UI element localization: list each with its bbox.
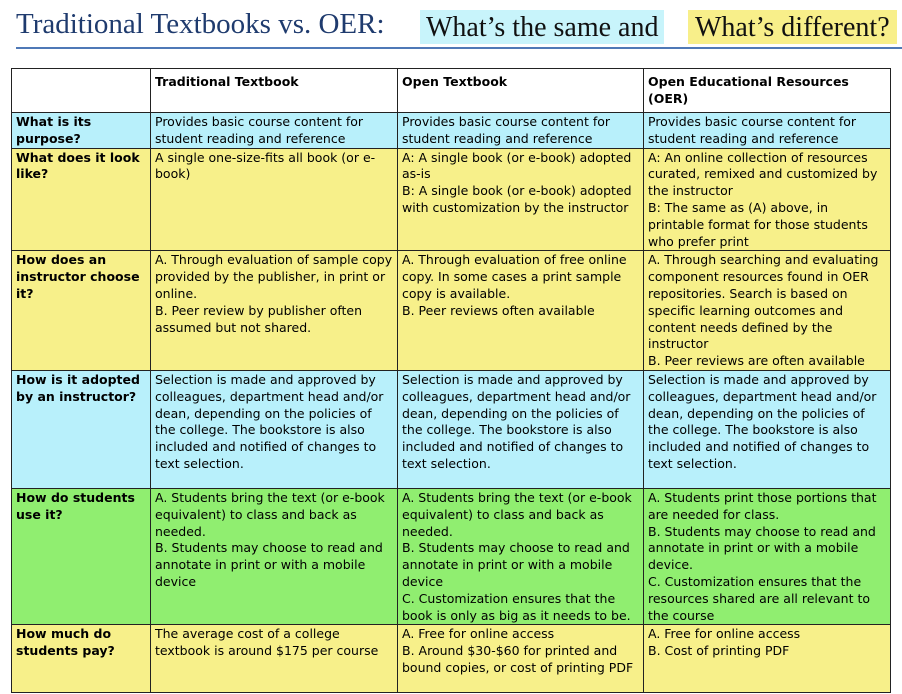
column-header: Open Educational Resources (OER) <box>644 69 891 113</box>
table-cell <box>644 251 891 371</box>
cell-text: A. Through evaluation of sample copy provided by the publisher, in print or online. <box>155 252 393 301</box>
table-cell <box>151 488 398 624</box>
table-header-row <box>12 69 891 113</box>
cell-text: Selection is made and approved by colleagues, department head and/or dean, depending on the policies of the college. The bookstore is also included and notified of changes to text selection. <box>155 371 384 471</box>
cell-text: Selection is made and approved by colleagues, department head and/or dean, depending on the policies of the college. The bookstore is also included and notified of changes to text selection. <box>402 371 631 471</box>
row-question: How does an instructor choose it? <box>12 251 151 371</box>
cell-text: Provides basic course content for student reading and reference <box>648 114 857 146</box>
row-question: How is it adopted by an instructor? <box>12 370 151 488</box>
cell-text: B. Around $30-$60 for printed and bound copies, or cost of printing PDF <box>402 643 634 675</box>
column-header-blank <box>12 69 151 113</box>
column-header: Open Textbook <box>398 69 644 113</box>
cell-text: Provides basic course content for student reading and reference <box>155 114 364 146</box>
row-question: How do students use it? <box>12 488 151 624</box>
row-question: What is its purpose? <box>12 113 151 149</box>
table-cell <box>151 370 398 488</box>
cell-text: A. Free for online access <box>402 626 555 642</box>
table-cell <box>151 625 398 693</box>
table-cell <box>151 251 398 371</box>
cell-text: B. Cost of printing PDF <box>648 643 790 659</box>
table-cell <box>644 625 891 693</box>
table-cell <box>151 113 398 149</box>
cell-text: A. Students bring the text (or e-book equivalent) to class and back as needed. <box>155 489 385 539</box>
cell-text: B. Peer reviews often available <box>402 302 595 318</box>
cell-text: A. Through searching and evaluating component resources found in OER repositories. Search is based on specific learning outcomes and content needs defined by the instructor <box>648 252 879 352</box>
page-title: Traditional Textbooks vs. OER: <box>16 8 385 40</box>
comparison-table <box>11 68 891 693</box>
cell-text: C. Customization ensures that the resources shared are all relevant to the course <box>648 573 870 623</box>
cell-text: A. Students print those portions that are needed for class. <box>648 489 877 522</box>
table-cell <box>151 148 398 251</box>
table-cell <box>398 148 644 251</box>
table-row <box>12 113 891 149</box>
cell-text: A: An online collection of resources curated, remixed and customized by the instructor <box>648 149 878 199</box>
cell-text: B. Students may choose to read and annotate in print or with a mobile device. <box>648 523 876 573</box>
row-question: How much do students pay? <box>12 625 151 693</box>
cell-text: B. Students may choose to read and annotate in print or with a mobile device <box>402 540 630 589</box>
cell-text: The average cost of a college textbook is around $175 per course <box>155 626 379 659</box>
cell-text: A. Through evaluation of free online copy. In some cases a print sample copy is available. <box>402 252 627 301</box>
table-cell <box>398 113 644 149</box>
table-cell <box>398 251 644 371</box>
cell-text: B: The same as (A) above, in printable format for those students who prefer print <box>648 199 868 249</box>
table-cell <box>644 113 891 149</box>
page-header <box>0 0 902 52</box>
cell-text: Provides basic course content for student reading and reference <box>402 114 611 146</box>
title-highlight-same: What’s the same and <box>420 10 664 44</box>
cell-text: B. Peer review by publisher often assumed but not shared. <box>155 302 363 335</box>
column-header: Traditional Textbook <box>151 69 398 113</box>
cell-text: A. Students bring the text (or e-book equivalent) to class and back as needed. <box>402 489 632 539</box>
cell-text: Selection is made and approved by colleagues, department head and/or dean, depending on the policies of the college. The bookstore is also included and notified of changes to text selection. <box>648 371 877 471</box>
cell-text: A: A single book (or e-book) adopted as-is <box>402 149 632 182</box>
cell-text: B. Students may choose to read and annotate in print or with a mobile device <box>155 540 383 589</box>
table-cell <box>644 370 891 488</box>
table-cell <box>644 488 891 624</box>
table-row <box>12 251 891 371</box>
table-cell <box>398 370 644 488</box>
table-cell <box>398 625 644 693</box>
title-highlight-different: What’s different? <box>688 10 897 44</box>
cell-text: B: A single book (or e-book) adopted with customization by the instructor <box>402 183 632 215</box>
row-question: What does it look like? <box>12 148 151 251</box>
table-row <box>12 488 891 624</box>
title-underline <box>16 47 902 49</box>
cell-text: A single one-size-fits all book (or e-book) <box>155 149 376 182</box>
table-row <box>12 625 891 693</box>
table-row <box>12 148 891 251</box>
cell-text: B. Peer reviews are often available <box>648 353 865 369</box>
table-row <box>12 370 891 488</box>
table-cell <box>398 488 644 624</box>
cell-text: C. Customization ensures that the book is only as big as it needs to be. <box>402 590 631 623</box>
cell-text: A. Free for online access <box>648 626 801 642</box>
table-cell <box>644 148 891 251</box>
